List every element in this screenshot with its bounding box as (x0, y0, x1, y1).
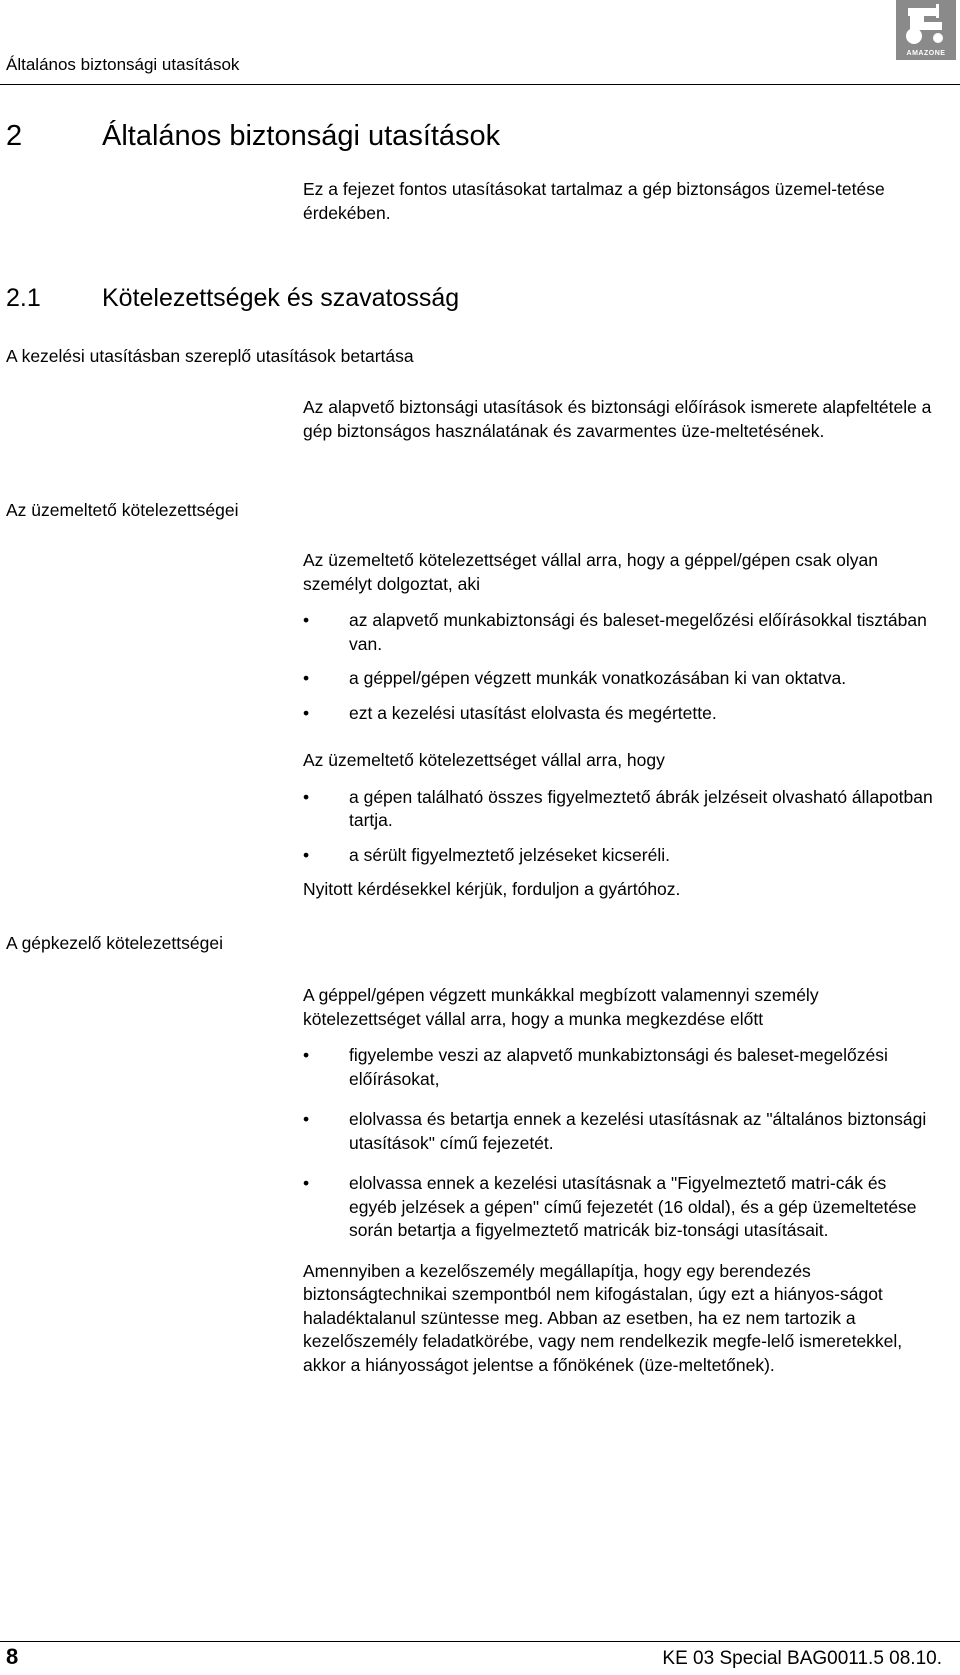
bullet-icon: • (303, 668, 310, 688)
list-item: • ezt a kezelési utasítást elolvasta és megértette. (303, 702, 935, 726)
block2-list1 (303, 609, 935, 725)
block1-text: Az alapvető biztonsági utasítások és biztonsági előírások ismerete alapfeltétele a gép biztonságos használatának és zavarmentes üze-meltetésének. (303, 397, 932, 441)
bullet-icon: • (303, 786, 310, 807)
bullet-icon: • (303, 610, 310, 630)
bullet-icon: • (303, 702, 310, 723)
section-heading (6, 284, 459, 313)
bullet-icon: • (303, 1045, 310, 1065)
list-item: • elolvassa és betartja ennek a kezelési utasításnak az "általános biztonsági utasítások" című fejezetét. (303, 1109, 927, 1153)
block3-list (303, 1044, 935, 1243)
bullet-icon: • (303, 1173, 310, 1193)
running-header-title: Általános biztonsági utasítások (6, 55, 240, 74)
block3-body (303, 984, 935, 1377)
block1-heading: A kezelési utasításban szereplő utasítások betartása (6, 346, 414, 366)
block3-heading: A gépkezelő kötelezettségei (6, 933, 223, 953)
bullet-icon: • (303, 1109, 310, 1129)
section-title: Kötelezettségek és szavatosság (102, 284, 460, 312)
block2-intro1: Az üzemeltető kötelezettséget vállal arra, hogy a géppel/gépen csak olyan személyt dolgoztat, aki (303, 550, 878, 594)
block2-intro2: Az üzemeltető kötelezettséget vállal arra, hogy (303, 750, 665, 770)
block2-closing: Nyitott kérdésekkel kérjük, forduljon a gyártóhoz. (303, 879, 681, 899)
page-number: 8 (6, 1644, 19, 1669)
block2-list2 (303, 786, 935, 868)
list-item: • figyelembe veszi az alapvető munkabiztonsági és baleset-megelőzési előírásokat, (303, 1045, 888, 1089)
footer-divider (0, 1641, 960, 1642)
block3-intro: A géppel/gépen végzett munkákkal megbízott valamennyi személy kötelezettséget vállal arra, hogy a munka megkezdése előtt (303, 985, 819, 1029)
list-item: • a sérült figyelmeztető jelzéseket kicseréli. (303, 844, 935, 868)
bullet-icon: • (303, 844, 310, 865)
amazone-logo (896, 0, 956, 60)
tractor-icon (896, 0, 956, 48)
block3-closing: Amennyiben a kezelőszemély megállapítja, hogy egy berendezés biztonságtechnikai szempontból nem kifogástalan, úgy ezt a hiányos-ságot haladéktalanul szüntesse meg. Abban az esetben, ha ez nem tartozik a kezelőszemély feladatkörébe, vagy nem rendelkezik megfe-lelő ismeretekkel, akkor a hiányosságot jelentse a főnökének (üze-meltetőnek). (303, 1260, 903, 1375)
block2-heading: Az üzemeltető kötelezettségei (6, 500, 239, 520)
list-item: • a gépen található összes figyelmeztető ábrák jelzéseit olvasható állapotban tartja. (303, 786, 933, 830)
document-id: KE 03 Special BAG0011.5 08.10. (662, 1648, 942, 1669)
list-item: • elolvassa ennek a kezelési utasításnak a "Figyelmeztető matri-cák és egyéb jelzések a gépen" című fejezetét (16 oldal), és a gép üzemeltetése során betartja a figyelmeztető matricák biz-tonsági utasításait. (303, 1173, 917, 1240)
logo-text: AMAZONE (906, 50, 946, 57)
list-item: • az alapvető munkabiztonsági és baleset-megelőzési előírásokkal tisztában van. (303, 610, 927, 654)
chapter-intro (303, 178, 935, 225)
block1-body (303, 396, 935, 443)
list-item: • a géppel/gépen végzett munkák vonatkozásában ki van oktatva. (303, 667, 935, 691)
header-divider (0, 84, 960, 85)
chapter-title: Általános biztonsági utasítások (102, 120, 501, 152)
chapter-heading (6, 120, 500, 153)
block2-body (303, 549, 935, 902)
chapter-number: 2 (6, 120, 23, 152)
chapter-intro-text: Ez a fejezet fontos utasításokat tartalmaz a gép biztonságos üzemel-tetése érdekében. (303, 179, 885, 223)
section-number: 2.1 (6, 284, 41, 312)
